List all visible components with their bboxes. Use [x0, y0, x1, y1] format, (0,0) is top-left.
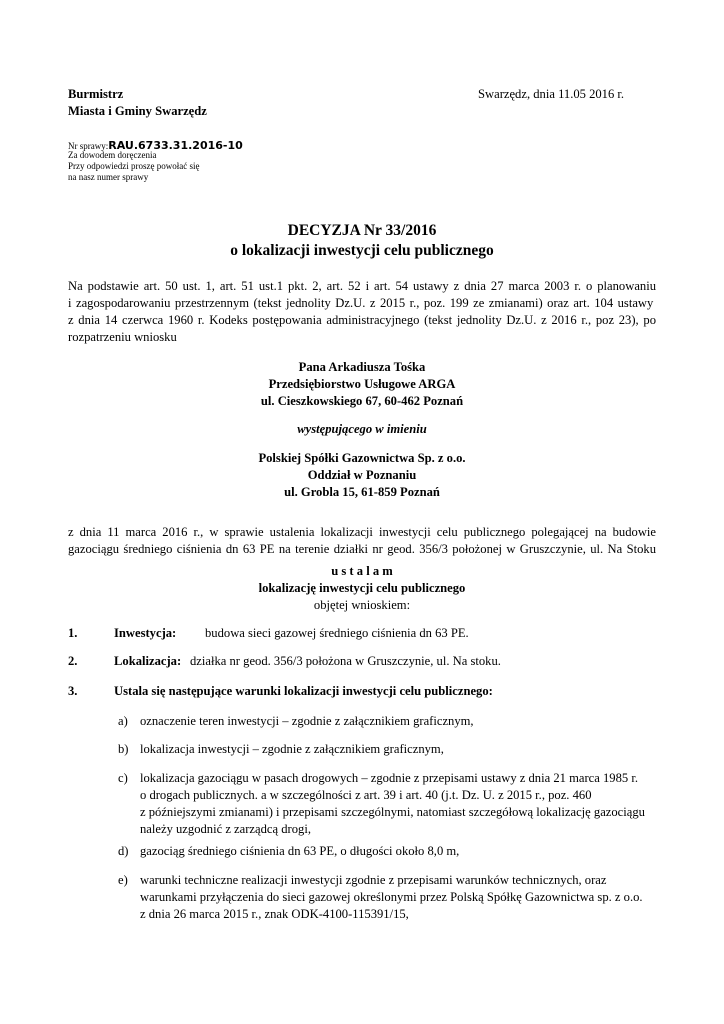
point-number: 1.	[68, 626, 78, 640]
reply-note: Przy odpowiedzi proszę powołać się	[68, 161, 200, 171]
decision-subject: lokalizację inwestycji celu publicznego	[258, 581, 466, 595]
request-line-1: z dnia 11 marca 2016 r., w sprawie ustalenia lokalizacji inwestycji celu publicznego polegającej na budowie	[68, 525, 656, 539]
decision-covered: objętej wnioskiem:	[313, 598, 411, 612]
authority-name: Burmistrz	[68, 87, 124, 101]
point-label: Inwestycja:	[114, 626, 177, 640]
applicant-name: Pana Arkadiusza Tośka	[298, 360, 426, 374]
point-label: Ustala się następujące warunki lokalizacji inwestycji celu publicznego:	[114, 684, 493, 698]
principal-name: Polskiej Spółki Gazownictwa Sp. z o.o.	[258, 451, 466, 465]
applicant-address: ul. Cieszkowskiego 67, 60-462 Poznań	[260, 394, 464, 408]
case-ref-note: na nasz numer sprawy	[68, 172, 149, 182]
condition-label: b)	[118, 742, 129, 756]
principal-branch: Oddział w Poznaniu	[307, 468, 417, 482]
condition-text: lokalizacja inwestycji – zgodnie z załącznikiem graficznym,	[140, 742, 444, 756]
acting-on-behalf: występującego w imieniu	[297, 422, 427, 436]
intro-line-4: rozpatrzeniu wniosku	[68, 330, 177, 344]
authority-municipality: Miasta i Gminy Swarzędz	[68, 104, 207, 118]
condition-text: warunki techniczne realizacji inwestycji zgodnie z przepisami warunków technicznych, oraz	[140, 873, 607, 887]
condition-text: o drogach publicznych. a w szczególności z art. 39 i art. 40 (j.t. Dz. U. z 2015 r., poz. 460	[140, 788, 592, 802]
condition-text: z późniejszymi zmianami) i przepisami szczególnymi, natomiast szczegółową lokalizację gazociągu	[140, 805, 645, 819]
intro-line-1: Na podstawie art. 50 ust. 1, art. 51 ust.1 pkt. 2, art. 52 i art. 54 ustawy z dnia 27 marca 2003 r. o planowaniu	[68, 279, 656, 293]
case-number: RAU.6733.31.2016-10	[108, 139, 243, 152]
point-text: działka nr geod. 356/3 położona w Gruszczynie, ul. Na stoku.	[190, 654, 501, 668]
condition-text: gazociąg średniego ciśnienia dn 63 PE, o długości około 8,0 m,	[140, 844, 460, 858]
point-text: budowa sieci gazowej średniego ciśnienia dn 63 PE.	[205, 626, 469, 640]
condition-text: oznaczenie teren inwestycji – zgodnie z załącznikiem graficznym,	[140, 714, 474, 728]
decision-word: u s t a l a m	[331, 564, 393, 578]
point-number: 2.	[68, 654, 78, 668]
intro-line-2: i zagospodarowaniu przestrzennym (tekst jednolity Dz.U. z 2015 r., poz. 199 ze zmianami) oraz art. 104 ustawy	[68, 296, 654, 310]
principal-address: ul. Grobla 15, 61-859 Poznań	[284, 485, 440, 499]
case-prefix: Nr sprawy:	[68, 141, 109, 151]
condition-text: warunkami przyłączenia do sieci gazowej określonymi przez Polską Spółkę Gazownictwa sp. z o.o.	[140, 890, 643, 904]
point-label: Lokalizacja:	[114, 654, 182, 668]
decision-subtitle: o lokalizacji inwestycji celu publicznego	[230, 242, 494, 259]
condition-text: należy uzgodnić z zarządcą drogi,	[140, 822, 311, 836]
condition-label: e)	[118, 873, 128, 887]
condition-label: d)	[118, 844, 129, 858]
condition-text: lokalizacja gazociągu w pasach drogowych – zgodnie z przepisami ustawy z dnia 21 marca 1985 r.	[140, 771, 638, 785]
request-line-2: gazociągu średniego ciśnienia dn 63 PE na terenie działki nr geod. 356/3 położonej w Gruszczynie, ul. Na Stoku	[68, 542, 656, 556]
applicant-company: Przedsiębiorstwo Usługowe ARGA	[268, 377, 456, 391]
condition-label: a)	[118, 714, 128, 728]
decision-title: DECYZJA Nr 33/2016	[287, 222, 437, 239]
condition-text: z dnia 26 marca 2015 r., znak ODK-4100-115391/15,	[140, 907, 409, 921]
place-date: Swarzędz, dnia 11.05 2016 r.	[478, 87, 625, 101]
delivery-note: Za dowodem doręczenia	[68, 150, 157, 160]
condition-label: c)	[118, 771, 128, 785]
intro-line-3: z dnia 14 czerwca 1960 r. Kodeks postępowania administracyjnego (tekst jednolity Dz.U. z 2016 r., poz 23), po	[68, 313, 656, 327]
point-number: 3.	[68, 684, 78, 698]
